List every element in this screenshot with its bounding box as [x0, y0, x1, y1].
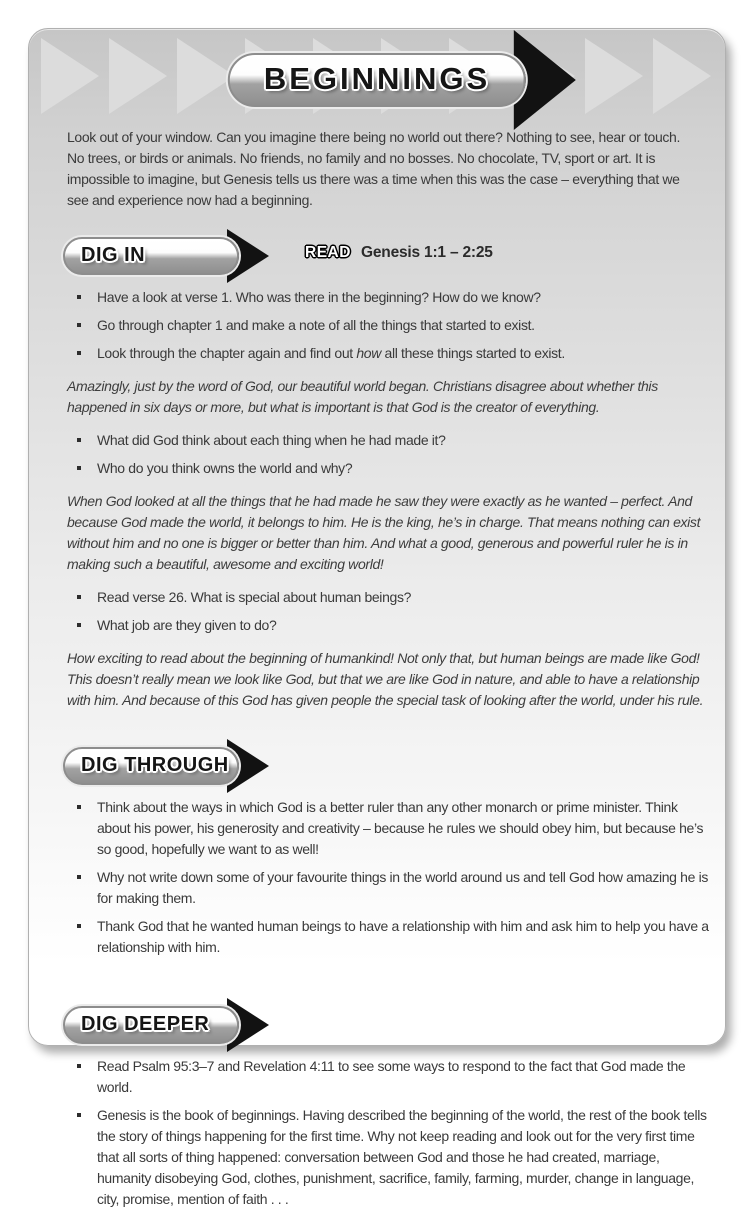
list-item [67, 343, 711, 364]
list-item-text: all these things started to exist. [381, 345, 565, 361]
dig-through-bullets [67, 797, 711, 958]
worksheet-page [28, 28, 726, 1207]
dig-through-pill [63, 747, 239, 785]
list-item: Think about the ways in which God is a better ruler than any other monarch or prime minister. Think about his power, his generosity and creativity – because he rules we should obey him, but because he’s so good, hopefully we want to as well! [67, 797, 711, 860]
list-item: What job are they given to do? [67, 615, 711, 636]
dig-deeper-banner [63, 1006, 239, 1044]
list-item: Read Psalm 95:3–7 and Revelation 4:11 to see some ways to respond to the fact that God made the world. [67, 1056, 711, 1098]
dig-in-pill [63, 237, 239, 275]
list-item: Go through chapter 1 and make a note of all the things that started to exist. [67, 315, 711, 336]
triangle-arrow-icon [41, 38, 99, 114]
list-item-text: Look through the chapter again and find out [97, 345, 357, 361]
list-item: Read verse 26. What is special about human beings? [67, 587, 711, 608]
triangle-arrow-icon [585, 38, 643, 114]
dig-in-title: DIG IN [81, 244, 146, 266]
read-reference-line [305, 244, 493, 262]
dig-in-bullets-c [67, 587, 711, 636]
dig-deeper-header-row [63, 1006, 691, 1044]
commentary-paragraph: Amazingly, just by the word of God, our beautiful world began. Christians disagree about whether this happened in six days or more, but what is important is that God is the creator of everything. [67, 378, 658, 415]
triangle-arrow-icon [177, 38, 235, 114]
page-content [29, 119, 725, 1217]
list-item: Thank God that he wanted human beings to have a relationship with him and ask him to help you have a relationship with him. [67, 916, 711, 958]
emphasized-word: how [356, 345, 382, 361]
list-item: Genesis is the book of beginnings. Having described the beginning of the world, the rest of the book tells the story of things happening for the first time. Why not keep reading and look out for the very first time that all sorts of thing happened: conversation between God and those he had created, marriage, humanity disobeying God, clothes, punishment, sacrifice, family, farming, murder, change in language, city, promise, mention of faith . . . [67, 1105, 711, 1210]
triangle-arrow-icon [109, 38, 167, 114]
dig-deeper-pill [63, 1006, 239, 1044]
read-badge: READ [305, 244, 351, 261]
page-title-banner [228, 53, 526, 107]
page-title-pill [228, 53, 526, 107]
dig-deeper-title: DIG DEEPER [81, 1013, 210, 1035]
dig-through-banner [63, 747, 239, 785]
list-item: Why not write down some of your favourite things in the world around us and tell God how amazing he is for making them. [67, 867, 711, 909]
commentary-paragraph: How exciting to read about the beginning of humankind! Not only that, but human beings are made like God! This doesn’t really mean we look like God, but that we are like God in nature, and able to have a relationship with him. And because of this God has given people the special task of looking after the world, under his rule. [67, 650, 704, 708]
dig-through-title: DIG THROUGH [81, 754, 229, 776]
list-item: What did God think about each thing when he had made it? [67, 430, 711, 451]
triangle-arrow-icon [653, 38, 711, 114]
dig-deeper-bullets [67, 1056, 711, 1210]
dig-in-banner [63, 237, 239, 275]
commentary-paragraph: When God looked at all the things that he had made he saw they were exactly as he wanted – perfect. And because God made the world, it belongs to him. He is the king, he’s in charge. That means nothing can exist without him and no one is bigger or better than him. And what a good, generous and powerful ruler he is in making such a beautiful, awesome and exciting world! [67, 493, 701, 572]
list-item: Who do you think owns the world and why? [67, 458, 711, 479]
dig-in-header-row [63, 237, 691, 275]
dig-in-bullets-b [67, 430, 711, 479]
page-title: BEGINNINGS [263, 61, 491, 96]
list-item: Have a look at verse 1. Who was there in the beginning? How do we know? [67, 287, 711, 308]
dig-through-header-row [63, 747, 691, 785]
intro-paragraph: Look out of your window. Can you imagine there being no world out there? Nothing to see, hear or touch. No trees, or birds or animals. No friends, no family and no bosses. No chocolate, TV, sport or art. It is impossible to imagine, but Genesis tells us there was a time when this was the case – everything that we see and experience now had a beginning. [67, 129, 681, 208]
read-reference: Genesis 1:1 – 2:25 [361, 244, 493, 261]
dig-in-bullets-a [67, 287, 711, 364]
